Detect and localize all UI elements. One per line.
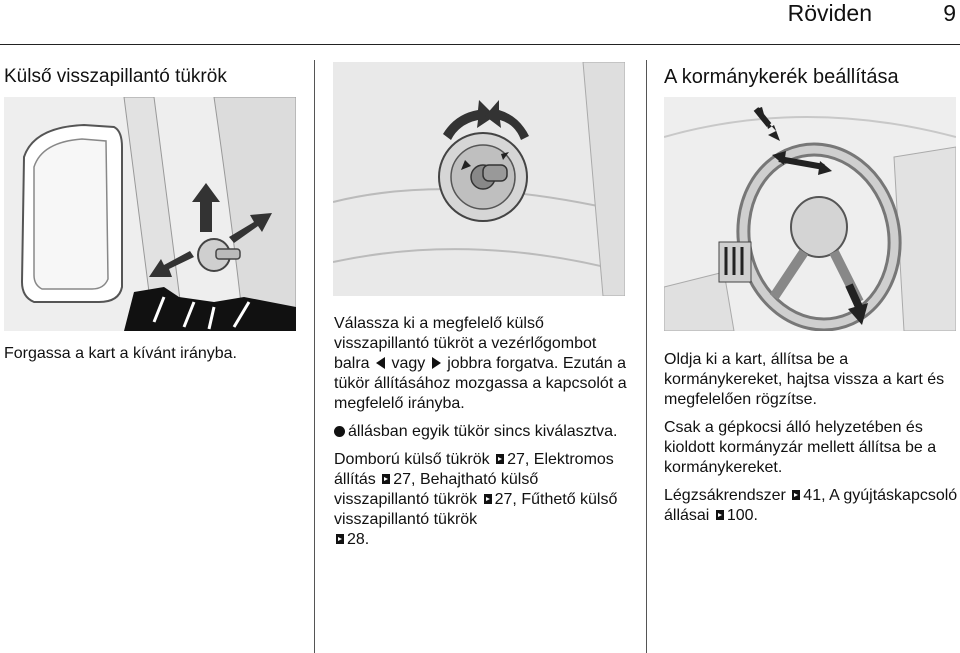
paragraph-steering-refs [664,486,958,526]
page-reference-icon [382,474,390,484]
ref-futheto[interactable]: Fűthető külső visszapillantó tükrök [334,491,618,528]
page-reference-icon [484,494,492,504]
page-reference-icon [716,510,724,520]
ref-gyujtas[interactable]: gyújtáskapcsoló állásai [664,487,958,524]
ref-domboru-page[interactable]: 27, [507,451,530,468]
text-vagy: vagy [391,355,426,372]
text-neutral-position: állásban egyik tükör sincs kiválasztva. [348,423,618,440]
section-heading-steering-wheel: A kormánykerék beállítása [664,66,899,88]
steering-instructions [664,350,958,534]
header-rule [0,44,960,45]
mirror-control-knob-illustration [333,62,625,296]
paragraph-neutral-position [334,422,634,442]
ref-behajthato-page[interactable]: 27, [494,491,517,508]
ref-legzsak-page[interactable]: 41, A [803,487,839,504]
steering-wheel-illustration [664,97,956,331]
mirror-lever-illustration [4,97,296,331]
column-divider-left [314,60,315,653]
page-number: 9 [943,0,956,26]
paragraph-select-mirror [334,314,634,414]
text-select-mirror: Válassza ki a megfelelő külső visszapillantó tükröt a vezérlőgombot balra [334,315,597,372]
paragraph-cross-references [334,450,634,550]
page-reference-icon [336,534,344,544]
left-arrow-icon [376,357,385,369]
paragraph-stationary-warning: Csak a gépkocsi álló helyzetében és kioldott kormányzár mellett állítsa be a kormánykereket. [664,419,937,476]
running-header-title: Röviden [787,0,872,26]
mirror-instructions [334,314,634,558]
right-arrow-icon [432,357,441,369]
ref-domboru[interactable]: Domború külső tükrök [334,451,490,468]
section-heading-mirrors: Külső visszapillantó tükrök [4,66,227,87]
text-adjust-mirror: jobbra forgatva. Ezután a tükör állításához mozgassa a kapcsolót a megfelelő irányba. [334,355,627,412]
ref-behajthato[interactable]: Behajtható külső visszapillantó tükrök [334,471,539,508]
ref-futheto-page[interactable]: 28. [347,531,370,548]
ref-gyujtas-page[interactable]: 100. [726,507,758,524]
neutral-position-dot-icon [334,426,345,437]
page-reference-icon [496,454,504,464]
ref-elektromos[interactable]: Elektromos állítás [334,451,614,488]
ref-elektromos-page[interactable]: 27, [393,471,416,488]
mirror-caption: Forgassa a kart a kívánt irányba. [4,345,237,362]
ref-legzsak[interactable]: Légzsákrendszer [664,487,786,504]
paragraph-release-lever: Oldja ki a kart, állítsa be a kormánykereket, hajtsa vissza a kart és megfelelően rögzítse. [664,351,945,408]
column-divider-right [646,60,647,653]
page-reference-icon [792,490,800,500]
